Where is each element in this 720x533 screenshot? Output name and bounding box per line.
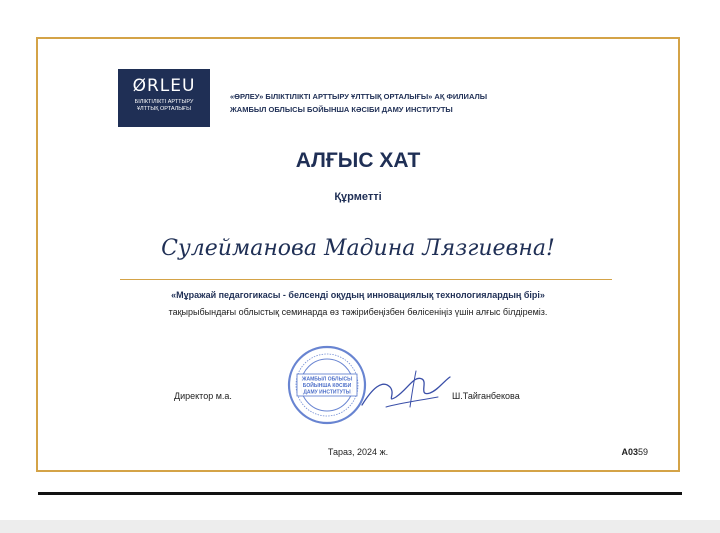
serial-digits: 59 — [637, 447, 648, 457]
logo-subtitle-line2: ҰЛТТЫҚ ОРТАЛЫҒЫ — [137, 106, 191, 112]
signature-icon — [356, 367, 456, 415]
name-underline — [120, 279, 612, 280]
logo-wordmark: ØRLEU — [132, 76, 196, 96]
signatory-name: Ш.Тайганбекова — [452, 391, 520, 401]
orleu-logo — [118, 69, 210, 127]
certificate-frame — [36, 37, 680, 472]
serial-number — [621, 447, 648, 457]
bottom-divider — [38, 492, 682, 495]
stamp-line2: БОЙЫНША КӘСІБИ — [302, 383, 352, 389]
official-stamp-icon — [287, 345, 367, 425]
greeting: Құрметті — [334, 191, 382, 203]
organization-line2: ЖАМБЫЛ ОБЛЫСЫ БОЙЫНША КӘСІБИ ДАМУ ИНСТИТУТЫ — [230, 105, 453, 114]
organization-header — [230, 90, 487, 116]
serial-prefix: А03 — [621, 447, 638, 457]
director-label: Директор м.а. — [174, 391, 232, 401]
seminar-topic: «Мұражай педагогикасы - белсенді оқудың инновациялық технологиялардың бірі» — [171, 290, 545, 300]
stamp-line3: ДАМУ ИНСТИТУТЫ — [303, 389, 351, 396]
stamp-line1: ЖАМБЫЛ ОБЛЫСЫ — [302, 376, 352, 383]
certificate-title: АЛҒЫС ХАТ — [295, 149, 421, 172]
place-date: Тараз, 2024 ж. — [327, 447, 389, 457]
bottom-bar — [0, 520, 720, 533]
logo-subtitle — [118, 99, 210, 113]
organization-line1: «ӨРЛЕУ» БІЛІКТІЛІКТІ АРТТЫРУ ҰЛТТЫҚ ОРТАЛЫҒЫ» АҚ ФИЛИАЛЫ — [230, 92, 488, 101]
logo-subtitle-line1: БІЛІКТІЛІКТІ АРТТЫРУ — [134, 99, 194, 105]
recipient-name: Сулейманова Мадина Лязгиевна! — [161, 236, 555, 261]
gratitude-text: тақырыбындағы облыстық семинарда өз тәжірибеңізбен бөлісеніңіз үшін алғыс білдіреміз. — [168, 307, 548, 317]
